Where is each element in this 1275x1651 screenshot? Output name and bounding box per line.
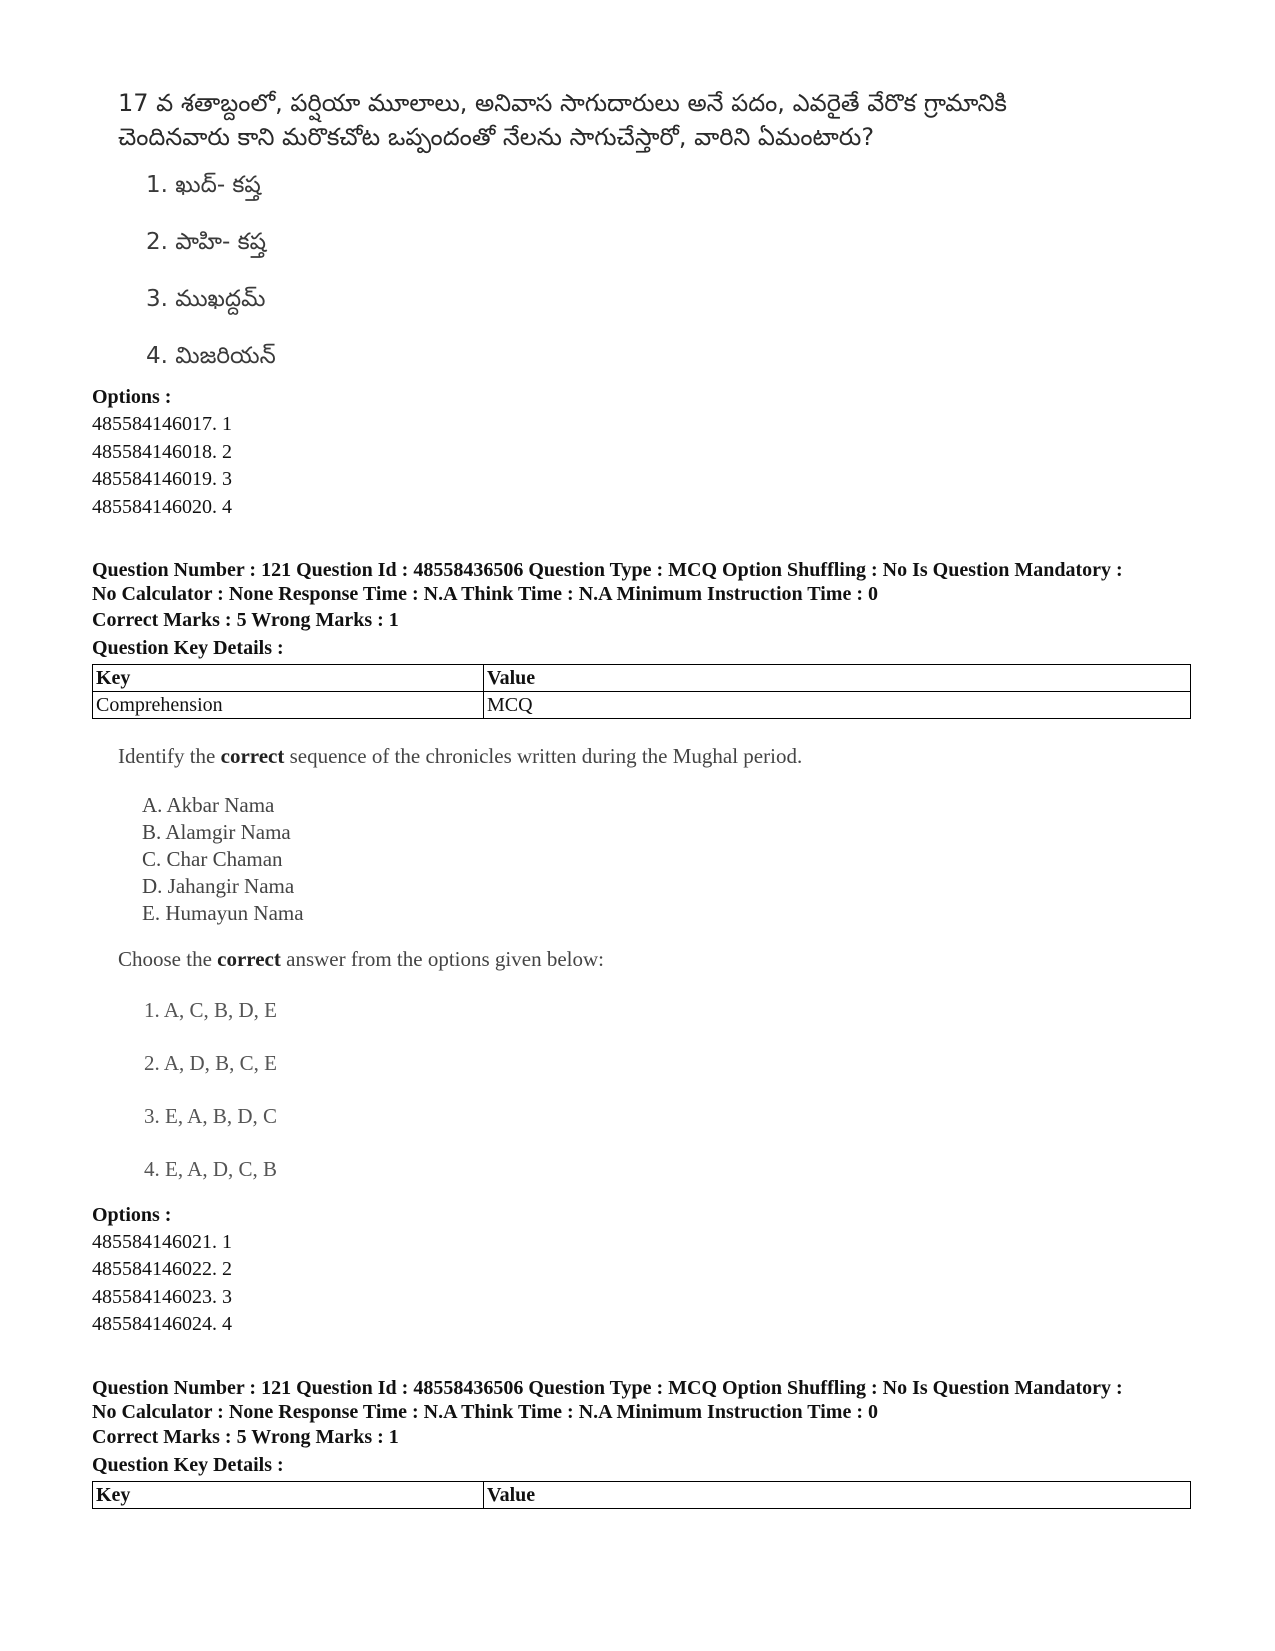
choice-item: 4. మిజరియన్ [146, 343, 276, 369]
meta-line: Question Number : 121 Question Id : 48558436506 Question Type : MCQ Option Shuffling : No Is Question Mandatory : [92, 1377, 1123, 1399]
question-meta [92, 1376, 1192, 1424]
choice-item: 3. E, A, B, D, C [144, 1104, 278, 1128]
option-id: 485584146018. 2 [92, 441, 232, 463]
key-details-table [92, 1481, 1191, 1509]
meta-line: No Calculator : None Response Time : N.A Think Time : N.A Minimum Instruction Time : 0 [92, 583, 878, 605]
option-id: 485584146017. 1 [92, 413, 232, 435]
option-id: 485584146021. 1 [92, 1231, 232, 1253]
choice-item: 1. ఖుద్- కష్త [146, 172, 261, 198]
table-header-value: Value [484, 665, 1191, 692]
instruction-emphasis: correct [217, 947, 281, 971]
options-label: Options : [92, 386, 172, 408]
choice-item: 3. ముఖద్దమ్ [146, 286, 266, 312]
prompt-text: Identify the [118, 744, 221, 768]
question-meta [92, 558, 1192, 606]
question-text-telugu: 17 వ శతాబ్దంలో, పర్షియా మూలాలు, అనివాస సాగుదారులు అనే పదం, ఎవరైతే వేరొక గ్రామానికి చెందినవారు కాని మరొకచోట ఒప్పందంతో నేలను సాగుచేస్తారో, వారిని ఏమంటారు? [118, 89, 1007, 151]
option-id: 485584146019. 3 [92, 468, 232, 490]
table-header-key: Key [93, 665, 484, 692]
meta-line: Question Number : 121 Question Id : 48558436506 Question Type : MCQ Option Shuffling : No Is Question Mandatory : [92, 559, 1123, 581]
choice-item: 2. A, D, B, C, E [144, 1051, 278, 1075]
table-header-value: Value [484, 1482, 1191, 1509]
choose-instruction [118, 947, 1118, 972]
key-details-label: Question Key Details : [92, 637, 284, 659]
list-item: C. Char Chaman [142, 847, 283, 871]
prompt-emphasis: correct [220, 744, 285, 768]
table-header-row [93, 665, 1191, 692]
option-id: 485584146024. 4 [92, 1313, 232, 1335]
table-cell-key: Comprehension [93, 692, 484, 719]
choice-item: 1. A, C, B, D, E [144, 998, 278, 1022]
key-details-label: Question Key Details : [92, 1454, 284, 1476]
question-choices [146, 170, 276, 398]
option-id: 485584146023. 3 [92, 1286, 232, 1308]
question-text-english [118, 744, 1118, 769]
chronicle-list [142, 792, 304, 927]
meta-line: No Calculator : None Response Time : N.A Think Time : N.A Minimum Instruction Time : 0 [92, 1401, 878, 1423]
table-row [93, 692, 1191, 719]
answer-choices [144, 997, 277, 1209]
list-item: B. Alamgir Nama [142, 820, 291, 844]
table-header-row [93, 1482, 1191, 1509]
instruction-text: Choose the [118, 947, 218, 971]
option-id: 485584146022. 2 [92, 1258, 232, 1280]
choice-item: 2. పాహి- కష్త [146, 229, 267, 255]
table-header-key: Key [93, 1482, 484, 1509]
choice-item: 4. E, A, D, C, B [144, 1157, 278, 1181]
table-cell-value: MCQ [484, 692, 1191, 719]
list-item: A. Akbar Nama [142, 793, 275, 817]
instruction-text: answer from the options given below: [280, 947, 604, 971]
list-item: E. Humayun Nama [142, 901, 304, 925]
key-details-table [92, 664, 1191, 719]
list-item: D. Jahangir Nama [142, 874, 295, 898]
prompt-text: sequence of the chronicles written during the Mughal period. [284, 744, 803, 768]
option-id: 485584146020. 4 [92, 496, 232, 518]
options-label: Options : [92, 1204, 172, 1226]
marks-line: Correct Marks : 5 Wrong Marks : 1 [92, 609, 399, 631]
marks-line: Correct Marks : 5 Wrong Marks : 1 [92, 1426, 399, 1448]
